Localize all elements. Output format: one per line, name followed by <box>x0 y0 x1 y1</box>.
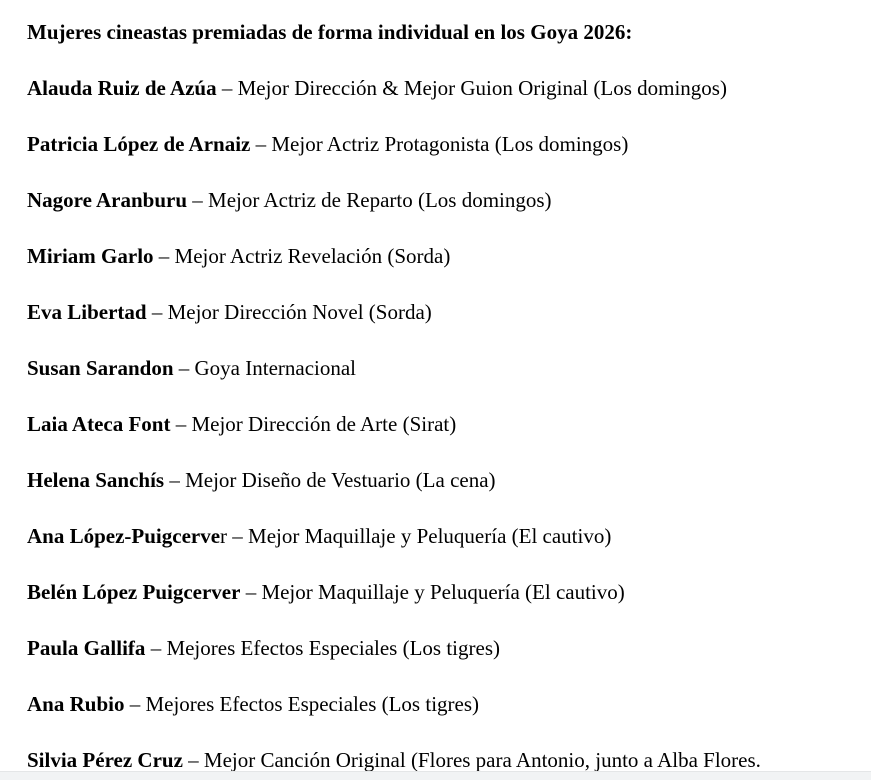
winner-name: Ana López-Puigcerve <box>27 524 221 548</box>
award-detail: – Mejores Efectos Especiales (Los tigres) <box>124 692 480 716</box>
winner-name: Laia Ateca Font <box>27 412 171 436</box>
winner-name: Patricia López de Arnaiz <box>27 132 251 156</box>
award-detail: – Mejor Actriz de Reparto (Los domingos) <box>187 188 552 212</box>
award-entry <box>27 693 871 715</box>
award-entry <box>27 301 871 323</box>
winner-name: Alauda Ruiz de Azúa <box>27 76 217 100</box>
award-entry <box>27 637 871 659</box>
award-detail: – Mejor Maquillaje y Peluquería (El cautivo) <box>240 580 625 604</box>
winner-name: Paula Gallifa <box>27 636 146 660</box>
award-detail: – Mejor Canción Original (Flores para Antonio, junto a Alba Flores. <box>182 748 761 771</box>
award-entry <box>27 469 871 491</box>
award-entry <box>27 525 871 547</box>
award-detail: – Mejor Actriz Protagonista (Los domingos) <box>250 132 629 156</box>
award-entry <box>27 189 871 211</box>
winner-name: Nagore Aranburu <box>27 188 188 212</box>
award-entry <box>27 413 871 435</box>
award-detail: – Mejor Dirección de Arte (Sirat) <box>170 412 457 436</box>
winner-name: Belén López Puigcerver <box>27 580 241 604</box>
winner-name: Helena Sanchís <box>27 468 165 492</box>
award-detail: – Mejor Diseño de Vestuario (La cena) <box>164 468 496 492</box>
award-entry <box>27 133 871 155</box>
award-detail: r – Mejor Maquillaje y Peluquería (El cautivo) <box>220 524 612 548</box>
award-detail: – Mejores Efectos Especiales (Los tigres) <box>145 636 500 660</box>
award-entry <box>27 357 871 379</box>
winner-name: Eva Libertad <box>27 300 147 324</box>
award-entry <box>27 749 871 771</box>
horizontal-scrollbar[interactable] <box>0 771 871 780</box>
winner-name: Susan Sarandon <box>27 356 174 380</box>
award-entry <box>27 245 871 267</box>
awards-list <box>27 77 871 771</box>
award-detail: – Mejor Actriz Revelación (Sorda) <box>153 244 451 268</box>
award-detail: – Mejor Dirección & Mejor Guion Original (Los domingos) <box>216 76 727 100</box>
award-detail: – Goya Internacional <box>173 356 357 380</box>
award-entry <box>27 581 871 603</box>
winner-name: Miriam Garlo <box>27 244 154 268</box>
winner-name: Ana Rubio <box>27 692 125 716</box>
award-detail: – Mejor Dirección Novel (Sorda) <box>146 300 432 324</box>
page-title: Mujeres cineastas premiadas de forma individual en los Goya 2026: <box>27 20 633 44</box>
award-entry <box>27 77 871 99</box>
winner-name: Silvia Pérez Cruz <box>27 748 183 771</box>
